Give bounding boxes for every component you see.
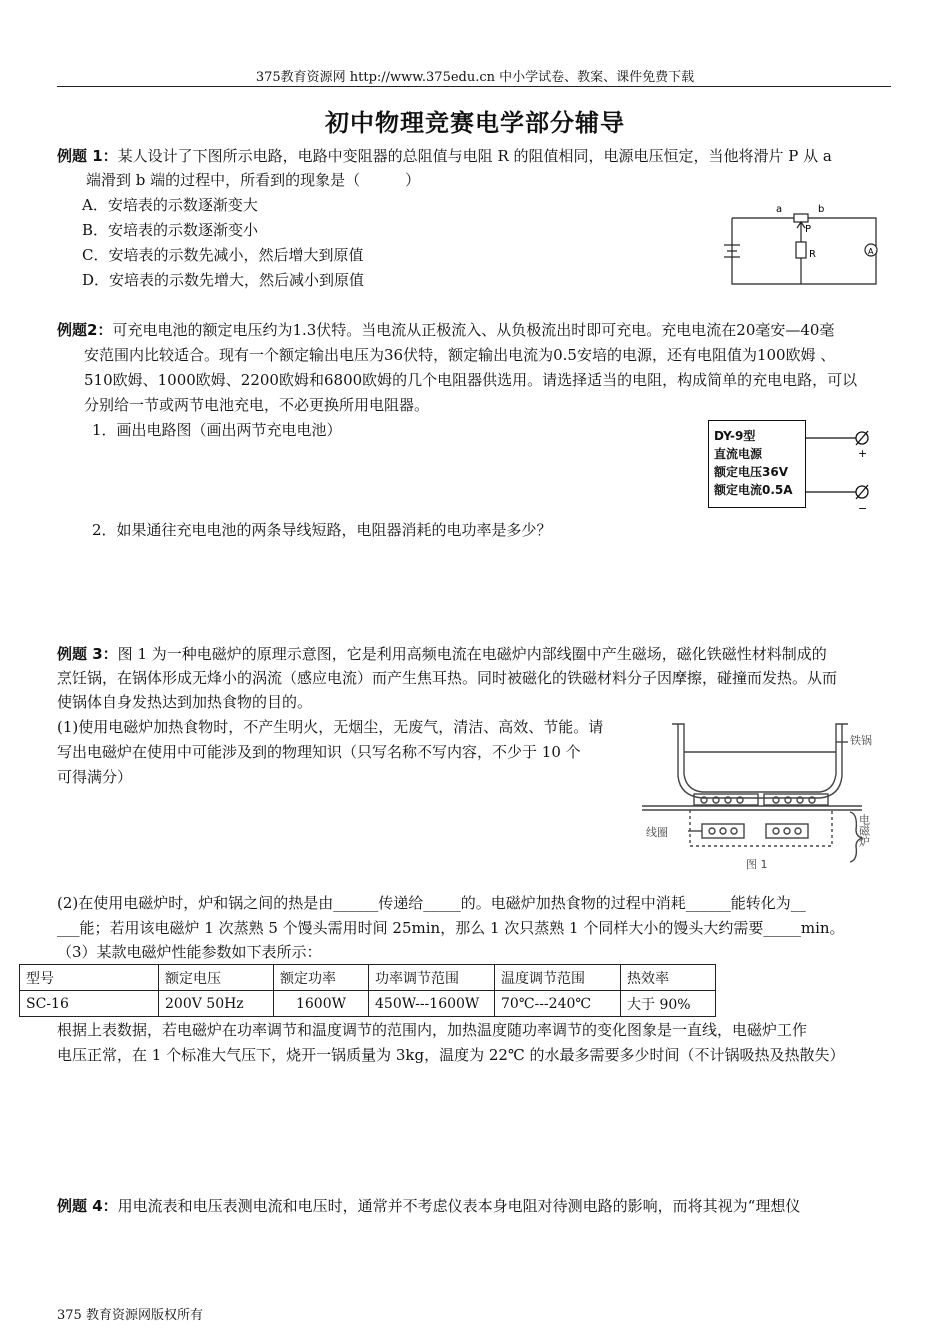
q3-line3: 使锅体自身发热达到加热食物的目的。 xyxy=(57,693,313,711)
q3-after2: 电压正常，在 1 个标准大气压下，烧开一锅质量为 3kg，温度为 22℃ 的水最多需要多少时间（不计锅吸热及热散失） xyxy=(57,1046,845,1064)
spec-table xyxy=(19,964,716,1017)
figure-caption: 图 1 xyxy=(746,858,768,871)
spec-cell-power: 1600W xyxy=(274,991,369,1017)
q3-after1: 根据上表数据，若电磁炉在功率调节和温度调节的范围内，加热温度随功率调节的变化图象是一直线，电磁炉工作 xyxy=(57,1021,808,1039)
q3-p1b: 写出电磁炉在使用中可能涉及到的物理知识（只写名称不写内容，不少于 10 个 xyxy=(57,743,581,761)
spec-cell-temp-range: 70℃---240℃ xyxy=(495,991,621,1017)
q2-line2: 安范围内比较适合。现有一个额定输出电压为36伏特，额定输出电流为0.5安培的电源，还有电阻值为100欧姆 、 xyxy=(84,346,836,364)
q1-label-b: b xyxy=(818,204,825,215)
q3-p1a: (1)使用电磁炉加热食物时，不产生明火，无烟尘，无废气，清洁、高效、节能。请 xyxy=(57,718,604,736)
power-rated-current: 额定电流0.5A xyxy=(714,483,793,497)
spec-cell-efficiency: 大于 90% xyxy=(621,991,716,1017)
spec-cell-model: SC-16 xyxy=(20,991,159,1017)
q1-text: 某人设计了下图所示电路，电路中变阻器的总阻值与电阻 R 的阻值相同，电源电压恒定，当他将滑片 P 从 a xyxy=(117,147,832,165)
power-model: DY-9型 xyxy=(714,429,756,443)
spec-header-model: 型号 xyxy=(20,965,159,991)
spec-header-efficiency: 热效率 xyxy=(621,965,716,991)
header-rule xyxy=(57,86,891,87)
q1-circuit-diagram xyxy=(708,198,888,290)
page-footer: 375 教育资源网版权所有 xyxy=(57,1308,203,1323)
power-supply-box xyxy=(708,420,806,508)
spec-header-power: 额定功率 xyxy=(274,965,369,991)
power-type: 直流电源 xyxy=(714,447,763,461)
q2-sub1: 1．画出电路图（画出两节充电电池） xyxy=(92,421,342,439)
terminal-plus: + xyxy=(858,447,868,460)
q4-label: 例题 4： xyxy=(57,1197,118,1215)
page-header: 375教育资源网 http://www.375edu.cn 中小学试卷、教案、课件免费下载 xyxy=(255,70,695,85)
spec-cell-voltage: 200V 50Hz xyxy=(159,991,274,1017)
spec-table-row xyxy=(20,991,716,1017)
q2-text: 可充电电池的额定电压约为1.3伏特。当电流从正极流入、从负极流出时即可充电。充电电流在20毫安—40毫 xyxy=(112,321,835,339)
figure-label-coil: 线圈 xyxy=(646,826,668,839)
q3-line2: 烹饪锅，在锅体形成无烽小的涡流（感应电流）而产生焦耳热。同时被磁化的铁磁材料分子因摩擦，碰撞而发热。从而 xyxy=(57,669,838,687)
q1-option-b: B．安培表的示数逐渐变小 xyxy=(82,221,259,239)
q3-p3: （3）某款电磁炉性能参数如下表所示： xyxy=(57,943,322,961)
ammeter-icon: A xyxy=(868,247,874,256)
q3-line1 xyxy=(57,644,827,664)
terminal-minus: − xyxy=(858,502,868,515)
power-rated-voltage: 额定电压36V xyxy=(714,465,788,479)
q2-line1 xyxy=(57,320,834,340)
q1-line1 xyxy=(57,146,832,166)
q1-label-p: P xyxy=(805,224,812,235)
spec-header-power-range: 功率调节范围 xyxy=(369,965,495,991)
q1-option-c: C．安培表的示数先减小，然后增大到原值 xyxy=(82,246,364,264)
q1-line2: 端滑到 b 端的过程中，所看到的现象是（ ） xyxy=(86,171,421,189)
q4-text: 用电流表和电压表测电流和电压时，通常并不考虑仪表本身电阻对待测电路的影响，而将其视为“理想仪 xyxy=(117,1197,801,1215)
q2-line3: 510欧姆、1000欧姆、2200欧姆和6800欧姆的几个电阻器供选用。请选择适当的电阻，构成简单的充电电路，可以 xyxy=(84,371,858,389)
q2-label: 例题2： xyxy=(57,321,113,339)
q1-label: 例题 1： xyxy=(57,147,118,165)
spec-cell-power-range: 450W---1600W xyxy=(369,991,495,1017)
q3-p2a: (2)在使用电磁炉时，炉和锅之间的热是由______传递给_____的。电磁炉加热食物的过程中消耗______能转化为__ xyxy=(57,894,806,912)
spec-header-temp-range: 温度调节范围 xyxy=(495,965,621,991)
spec-table-header-row xyxy=(20,965,716,991)
q3-label: 例题 3： xyxy=(57,645,118,663)
q3-p1c: 可得满分） xyxy=(57,768,133,786)
power-terminals xyxy=(806,424,886,516)
induction-cooker-figure xyxy=(636,714,892,874)
q3-text: 图 1 为一种电磁炉的原理示意图，它是利用高频电流在电磁炉内部线圈中产生磁场，磁化铁磁性材料制成的 xyxy=(117,645,827,663)
q1-label-r: R xyxy=(809,249,816,260)
q1-option-a: A．安培表的示数逐渐变大 xyxy=(82,196,258,214)
q2-sub2: 2．如果通往充电电池的两条导线短路，电阻器消耗的电功率是多少？ xyxy=(92,521,552,539)
q1-label-a: a xyxy=(776,204,783,215)
q3-p2b: ___能；若用该电磁炉 1 次蒸熟 5 个馒头需用时间 25min，那么 1 次只蒸熟 1 个同样大小的馒头大约需要_____min。 xyxy=(57,919,845,937)
figure-label-stove: 电磁炉 xyxy=(857,814,871,847)
figure-label-pot: 铁锅 xyxy=(850,734,872,747)
q2-line4: 分别给一节或两节电池充电，不必更换所用电阻器。 xyxy=(84,396,430,414)
q4-line1 xyxy=(57,1196,800,1216)
q1-option-d: D．安培表的示数先增大，然后减小到原值 xyxy=(82,271,365,289)
spec-header-voltage: 额定电压 xyxy=(159,965,274,991)
page-title: 初中物理竞赛电学部分辅导 xyxy=(325,109,625,137)
